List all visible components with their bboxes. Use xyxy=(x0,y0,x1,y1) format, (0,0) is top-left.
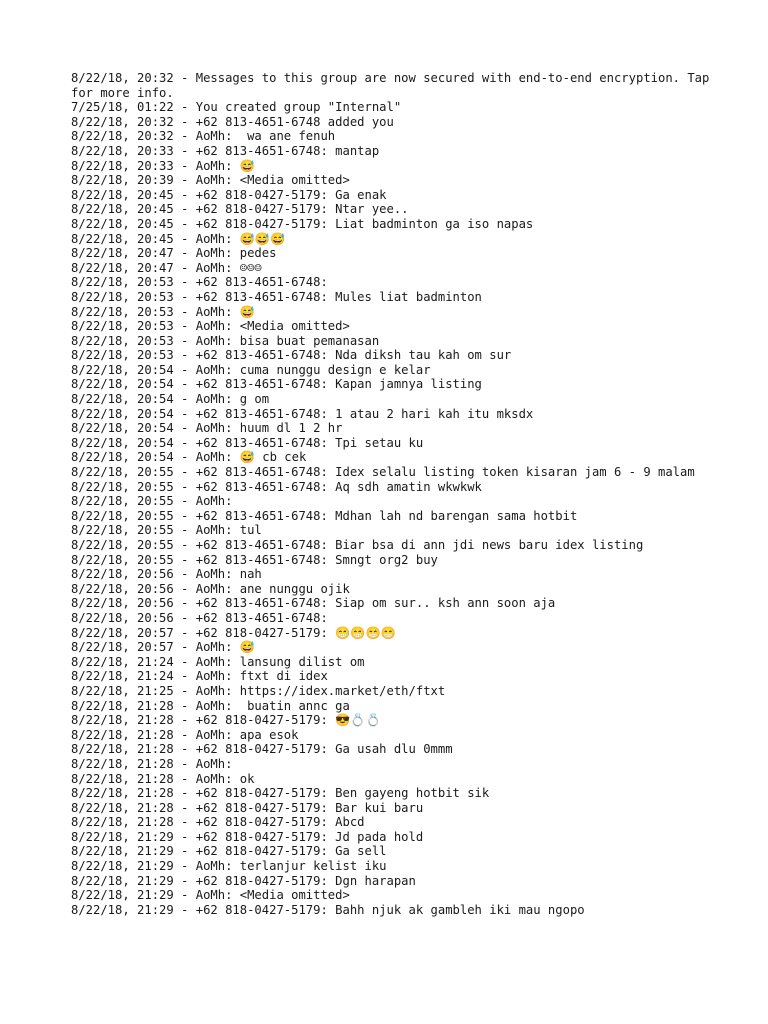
chat-line: 8/22/18, 20:45 - +62 818-0427-5179: Ntar yee.. xyxy=(71,202,409,217)
chat-line: 8/22/18, 21:24 - AoMh: lansung dilist om xyxy=(71,654,365,669)
chat-line: 8/22/18, 21:29 - AoMh: <Media omitted> xyxy=(71,888,350,903)
chat-line: 8/22/18, 20:55 - +62 813-4651-6748: Idex selalu listing token kisaran jam 6 - 9 malam xyxy=(71,465,695,480)
chat-line: 8/22/18, 20:32 - AoMh: wa ane fenuh xyxy=(71,129,336,144)
chat-line: 8/22/18, 20:54 - +62 813-4651-6748: 1 atau 2 hari kah itu mksdx xyxy=(71,406,534,421)
chat-line: 8/22/18, 20:54 - +62 813-4651-6748: Tpi setau ku xyxy=(71,435,424,450)
chat-line: 8/22/18, 21:28 - +62 818-0427-5179: Ga usah dlu 0mmm xyxy=(71,742,453,757)
chat-line: 8/22/18, 20:55 - +62 813-4651-6748: Smngt org2 buy xyxy=(71,552,438,567)
chat-line: 8/22/18, 20:33 - +62 813-4651-6748: mantap xyxy=(71,143,380,158)
chat-line: 8/22/18, 20:55 - +62 813-4651-6748: Aq sdh amatin wkwkwk xyxy=(71,479,482,494)
chat-line: 8/22/18, 20:53 - AoMh: <Media omitted> xyxy=(71,319,350,334)
chat-line: 8/22/18, 20:55 - AoMh: xyxy=(71,494,233,509)
chat-line: 8/22/18, 21:28 - +62 818-0427-5179: Ben gayeng hotbit sik xyxy=(71,786,490,801)
chat-line: 8/22/18, 20:55 - +62 813-4651-6748: Biar bsa di ann jdi news baru idex listing xyxy=(71,538,644,552)
chat-line: 8/22/18, 20:54 - AoMh: g om xyxy=(71,392,270,407)
chat-line: 8/22/18, 20:55 - +62 813-4651-6748: Mdhan lah nd barengan sama hotbit xyxy=(71,508,578,523)
chat-line: 8/22/18, 21:28 - AoMh: xyxy=(71,756,233,771)
chat-line: 8/22/18, 21:29 - +62 818-0427-5179: Jd pada hold xyxy=(71,829,424,844)
chat-log xyxy=(71,71,717,917)
chat-line: 8/22/18, 21:28 - AoMh: buatin annc ga xyxy=(71,698,350,713)
chat-line: 8/22/18, 20:39 - AoMh: <Media omitted> xyxy=(71,173,350,188)
chat-line: 8/22/18, 21:24 - AoMh: ftxt di idex xyxy=(71,669,328,684)
chat-line: 8/22/18, 21:29 - +62 818-0427-5179: Dgn harapan xyxy=(71,873,416,888)
chat-line: 8/22/18, 20:33 - AoMh: 😅 xyxy=(71,158,255,173)
chat-line: 8/22/18, 20:54 - +62 813-4651-6748: Kapan jamnya listing xyxy=(71,377,482,392)
chat-line: 8/22/18, 20:53 - +62 813-4651-6748: xyxy=(71,275,328,290)
chat-line: 8/22/18, 21:29 - +62 818-0427-5179: Ga sell xyxy=(71,844,387,859)
chat-line: 8/22/18, 20:32 - Messages to this group are now secured with end-to-end encryption. Tap for more info. xyxy=(71,71,717,100)
chat-line: 8/22/18, 21:29 - +62 818-0427-5179: Bahh njuk ak gambleh iki mau ngopo xyxy=(71,902,585,917)
chat-line: 8/22/18, 20:45 - +62 818-0427-5179: Liat badminton ga iso napas xyxy=(71,216,534,231)
chat-line: 8/22/18, 20:57 - +62 818-0427-5179: 😁😁😁😁 xyxy=(71,625,396,640)
chat-line: 8/22/18, 20:57 - AoMh: 😅 xyxy=(71,640,255,655)
chat-line: 8/22/18, 20:54 - AoMh: 😅 cb cek xyxy=(71,450,307,465)
chat-export-document xyxy=(71,71,717,917)
chat-line: 8/22/18, 20:32 - +62 813-4651-6748 added you xyxy=(71,114,394,129)
chat-line: 8/22/18, 21:25 - AoMh: https://idex.market/eth/ftxt xyxy=(71,683,446,698)
chat-line: 8/22/18, 20:45 - AoMh: 😅😅😅 xyxy=(71,231,286,246)
chat-line: 8/22/18, 20:56 - +62 813-4651-6748: xyxy=(71,610,328,625)
chat-line: 8/22/18, 20:55 - AoMh: tul xyxy=(71,523,262,538)
chat-line: 8/22/18, 20:54 - AoMh: cuma nunggu design e kelar xyxy=(71,362,431,377)
chat-line: 8/22/18, 21:28 - +62 818-0427-5179: Abcd xyxy=(71,815,365,830)
chat-line: 8/22/18, 20:56 - +62 813-4651-6748: Siap om sur.. ksh ann soon aja xyxy=(71,596,556,611)
chat-line: 8/22/18, 21:29 - AoMh: terlanjur kelist iku xyxy=(71,859,387,874)
chat-line: 8/22/18, 20:56 - AoMh: nah xyxy=(71,567,262,582)
chat-line: 8/22/18, 20:45 - +62 818-0427-5179: Ga enak xyxy=(71,187,387,202)
chat-line: 8/22/18, 21:28 - AoMh: ok xyxy=(71,771,255,786)
chat-line: 8/22/18, 21:28 - AoMh: apa esok xyxy=(71,727,299,742)
chat-line: 8/22/18, 21:28 - +62 818-0427-5179: Bar kui baru xyxy=(71,800,424,815)
chat-line: 8/22/18, 20:53 - AoMh: 😅 xyxy=(71,304,255,319)
chat-line: 8/22/18, 20:47 - AoMh: ☺☺☺ xyxy=(71,260,262,275)
chat-line: 8/22/18, 21:28 - +62 818-0427-5179: 😎💍💍 xyxy=(71,713,381,728)
chat-line: 8/22/18, 20:56 - AoMh: ane nunggu ojik xyxy=(71,581,350,596)
chat-line: 8/22/18, 20:53 - +62 813-4651-6748: Mules liat badminton xyxy=(71,289,482,304)
chat-line: 8/22/18, 20:47 - AoMh: pedes xyxy=(71,246,277,261)
chat-line: 8/22/18, 20:53 - AoMh: bisa buat pemanasan xyxy=(71,333,380,348)
chat-line: 8/22/18, 20:54 - AoMh: huum dl 1 2 hr xyxy=(71,421,343,436)
chat-line: 7/25/18, 01:22 - You created group "Internal" xyxy=(71,100,402,115)
chat-line: 8/22/18, 20:53 - +62 813-4651-6748: Nda diksh tau kah om sur xyxy=(71,348,512,363)
